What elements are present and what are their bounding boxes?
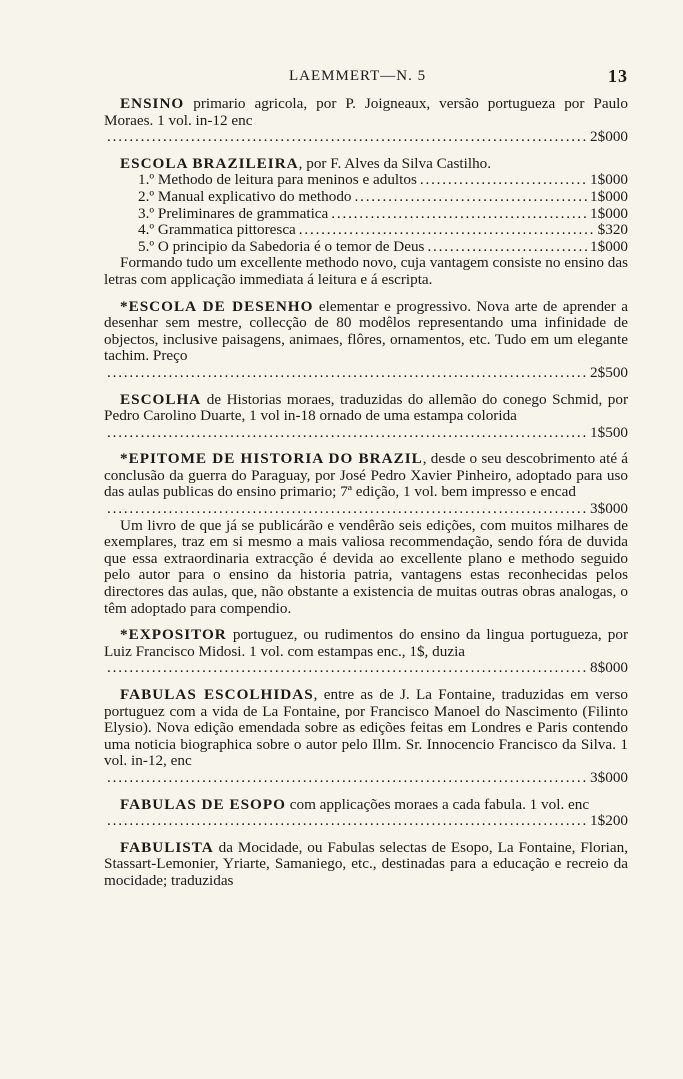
entry-text: , entre as de J. La Fontaine, traduzidas em verso portuguez com a vida de La Fontaine, por Francisco Manoel do Nascimento (Filinto Elysio). Nova edição emendada sobre as edições feitas em Londres e Paris contendo uma noticia biographica sobre o autor pelo Illm. Sr. Innocencio Francisco da Silva. 1 vol. in-12, enc <box>104 686 628 770</box>
catalogue-entry <box>104 687 628 787</box>
entry-text: , por F. Alves da Silva Castilho. <box>298 154 492 172</box>
entry-description: Formando tudo um excellente methodo novo, cuja vantagem consiste no ensino das letras com applicação immediata á leitura e á escripta. <box>104 254 628 288</box>
entry-price: 1$500 <box>590 423 628 441</box>
leader-dots <box>355 189 588 206</box>
sub-item-price: 1$000 <box>590 171 628 189</box>
entry-price: 8$000 <box>590 659 628 677</box>
entry-keyword: ESCOLHA <box>120 390 202 408</box>
book-catalogue-page <box>104 62 628 890</box>
sub-item-number: 5.º <box>138 237 155 255</box>
leader-dots <box>107 425 587 442</box>
entry-keyword: ESCOLA BRAZILEIRA <box>120 154 299 172</box>
leader-dots <box>427 239 587 256</box>
entry-price: 2$000 <box>590 128 628 146</box>
sub-item-title: Grammatica pittoresca <box>157 221 296 239</box>
entry-text: portuguez, ou rudimentos do ensino da lingua portugueza, por Luiz Francisco Midosi. 1 vol. com estampas enc., 1$, duzia <box>104 626 628 660</box>
sub-item-title: Preliminares de grammatica <box>157 204 329 222</box>
catalogue-entry <box>104 156 628 289</box>
sub-item <box>104 189 628 206</box>
entry-text: , desde o seu descobrimento até á conclusão da guerra do Paraguay, por José Pedro Xavier Pinheiro, adoptado para uso das aulas publicas do ensino primario; 7ª edição, 1 vol. bem impresso e encad <box>104 450 628 501</box>
entry-keyword: FABULISTA <box>120 838 214 856</box>
sub-item-number: 4.º <box>138 221 155 239</box>
leader-dots <box>331 206 587 223</box>
entry-keyword: FABULAS DE ESOPO <box>120 795 286 813</box>
catalogue-entry <box>104 392 628 442</box>
catalogue-entry <box>104 840 628 890</box>
sub-item-title: O principio da Sabedoria é o temor de Deus <box>157 237 425 255</box>
catalogue-entry <box>104 797 628 830</box>
entry-keyword: FABULAS ESCOLHIDAS <box>120 686 314 703</box>
catalogue-entry <box>104 627 628 677</box>
entry-price: 1$200 <box>590 812 628 830</box>
sub-item-title: Methodo de leitura para meninos e adultos <box>157 171 417 189</box>
leader-dots <box>299 222 595 239</box>
entry-text: elementar e progressivo. Nova arte de aprender a desenhar sem mestre, collecção de 80 modêlos representando uma infinidade de objectos, inclusive paisagens, animaes, flôres, ornamentos, etc. Tudo em um elegante tachim. Preço <box>104 297 629 365</box>
sub-item-price: $320 <box>597 221 628 239</box>
entry-price: 2$500 <box>590 363 628 381</box>
leader-dots <box>107 501 587 518</box>
entry-keyword: ENSINO <box>120 95 185 112</box>
sub-item-price: 1$000 <box>590 187 628 205</box>
entry-text: primario agricola, por P. Joigneaux, versão portugueza por Paulo Moraes. 1 vol. in-12 enc <box>104 95 628 129</box>
catalogue-entry <box>104 299 628 382</box>
leader-dots <box>107 770 587 787</box>
entry-text: da Mocidade, ou Fabulas selectas de Esopo, La Fontaine, Florian, Stassart-Lemonier, Yriarte, Samaniego, etc., destinadas para a educação e recreio da mocidade; traduzidas <box>104 838 629 889</box>
leader-dots <box>107 660 587 677</box>
entry-price: 3$000 <box>590 500 628 518</box>
sub-item <box>104 239 628 256</box>
leader-dots <box>107 129 587 146</box>
page-number: 13 <box>608 66 628 86</box>
catalogue-entry <box>104 451 628 617</box>
running-title: LAEMMERT—N. 5 <box>289 68 427 84</box>
sub-item <box>104 172 628 189</box>
entry-description: Um livro de que já se publicárão e vendêrão seis edições, com muitos milhares de exemplares, traz em si mesmo a mais valiosa recommendação, sendo fóra de duvida que essa extraordinaria extracção é devida ao excellente plano e methodo seguido pelo autor para o ensino da historia patria, vantagens estas reconhecidas pelos directores das aulas, que, não obstante a existencia de muitas outras obras analogas, o têm adoptado para compendio. <box>104 516 628 617</box>
catalogue-entry <box>104 96 628 146</box>
entry-text: de Historias moraes, traduzidas do allemão do conego Schmid, por Pedro Carolino Duarte, 1 vol in-18 ornado de uma estampa colorida <box>104 390 629 425</box>
sub-item <box>104 222 628 239</box>
sub-item-number: 2.º <box>138 187 155 205</box>
entry-keyword: *ESCOLA DE DESENHO <box>120 297 314 315</box>
sub-item-number: 3.º <box>138 204 155 222</box>
leader-dots <box>420 172 587 189</box>
leader-dots <box>107 813 587 830</box>
sub-item-number: 1.º <box>138 171 155 189</box>
entry-price: 3$000 <box>590 768 628 786</box>
sub-item-title: Manual explicativo do methodo <box>157 187 352 205</box>
entry-text: com applicações moraes a cada fabula. 1 vol. enc <box>289 795 590 813</box>
entry-keyword: *EPITOME DE HISTORIA DO BRAZIL <box>120 450 423 468</box>
page-header <box>104 62 628 92</box>
sub-item-price: 1$000 <box>590 237 628 255</box>
sub-item-price: 1$000 <box>590 204 628 222</box>
leader-dots <box>107 365 587 382</box>
sub-item <box>104 206 628 223</box>
entry-keyword: *EXPOSITOR <box>120 626 227 644</box>
